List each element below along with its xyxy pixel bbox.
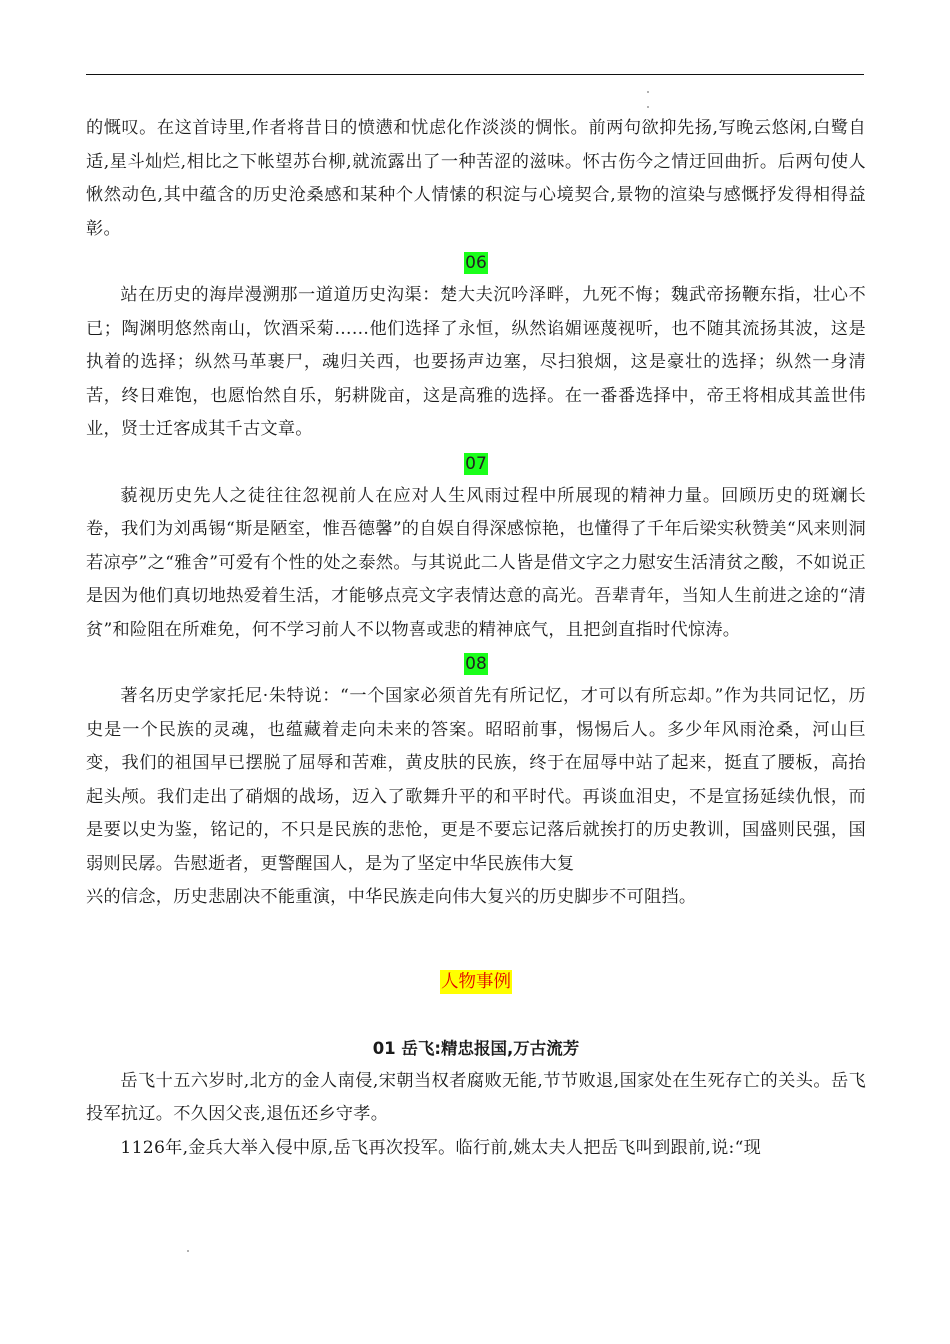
marker-08-row <box>86 647 866 680</box>
paragraph-yuefei-1: 岳飞十五六岁时,北方的金人南侵,宋朝当权者腐败无能,节节败退,国家处在生死存亡的关头。岳飞投军抗辽。不久因父丧,退伍还乡守孝。 <box>86 1070 866 1124</box>
paragraph-yuefei-2: 1126年,金兵大举入侵中原,岳飞再次投军。临行前,姚太夫人把岳飞叫到跟前,说:“现 <box>120 1137 762 1158</box>
section-heading-row <box>86 965 866 999</box>
section-number-06: 06 <box>465 253 487 273</box>
speck-mark <box>647 106 649 108</box>
paragraph-07: 藐视历史先人之徒往往忽视前人在应对人生风雨过程中所展现的精神力量。回顾历史的斑斓长卷，我们为刘禹锡“斯是陋室，惟吾德馨”的自娱自得深感惊艳，也懂得了千年后梁实秋赞美“风来则洞若凉亭”之“雅舍”可爱有个性的处之泰然。与其说此二人皆是借文字之力慰安生活清贫之酸，不如说正是因为他们真切地热爱着生活，才能够点亮文字表情达意的高光。吾辈青年，当知人生前进之途的“清贫”和险阻在所难免，何不学习前人不以物喜或悲的精神底气，且把剑直指时代惊涛。 <box>86 485 866 640</box>
section-heading: 人物事例 <box>441 971 511 992</box>
marker-06-row <box>86 246 866 279</box>
speck-mark <box>187 1250 189 1252</box>
section-number-07: 07 <box>465 453 487 474</box>
marker-07-row <box>86 447 866 480</box>
section-number-08: 08 <box>465 654 487 674</box>
speck-mark <box>647 91 649 93</box>
paragraph-08: 著名历史学家托尼·朱特说：“一个国家必须首先有所记忆，才可以有所忘却。”作为共同记忆，历史是一个民族的灵魂，也蕴藏着走向未来的答案。昭昭前事，惕惕后人。多少年风雨沧桑，河山巨变，我们的祖国早已摆脱了屈辱和苦难，黄皮肤的民族，终于在屈辱中站了起来，挺直了腰板，高抬起头颅。我们走出了硝烟的战场，迈入了歌舞升平的和平时代。再谈血泪史，不是宣扬延续仇恨，而是要以史为鉴，铭记的，不只是民族的悲怆，更是不要忘记落后就挨打的历史教训，国盛则民强，国弱则民孱。告慰逝者，更警醒国人，是为了坚定中华民族伟大复 <box>86 686 866 874</box>
header-rule <box>86 74 864 75</box>
paragraph-06: 站在历史的海岸漫溯那一道道历史沟渠：楚大夫沉吟泽畔，九死不悔；魏武帝扬鞭东指，壮心不已；陶渊明悠然南山，饮酒采菊……他们选择了永恒，纵然谄媚诬蔑视听，也不随其流扬其波，这是执着的选择；纵然马革裹尸，魂归关西，也要扬声边塞，尽扫狼烟，这是豪壮的选择；纵然一身清苦，终日难饱，也愿怡然自乐，躬耕陇亩，这是高雅的选择。在一番番选择中，帝王将相成其盖世伟业，贤士迁客成其千古文章。 <box>86 285 866 439</box>
document-body <box>86 112 866 1165</box>
example-title: 01 岳飞:精忠报国,万古流芳 <box>372 1038 580 1058</box>
paragraph-intro: 的慨叹。在这首诗里,作者将昔日的愤懑和忧虑化作淡淡的惆怅。前两句欲抑先扬,写晚云悠闲,白鹭自适,星斗灿烂,相比之下帐望苏台柳,就流露出了一种苦涩的滋味。怀古伤今之情迂回曲折。后两句使人愀然动色,其中蕴含的历史沧桑感和某种个人情愫的积淀与心境契合,景物的渲染与感慨抒发得相得益彰。 <box>86 118 866 239</box>
paragraph-08-continued: 兴的信念，历史悲剧决不能重演，中华民族走向伟大复兴的历史脚步不可阻挡。 <box>86 887 697 907</box>
